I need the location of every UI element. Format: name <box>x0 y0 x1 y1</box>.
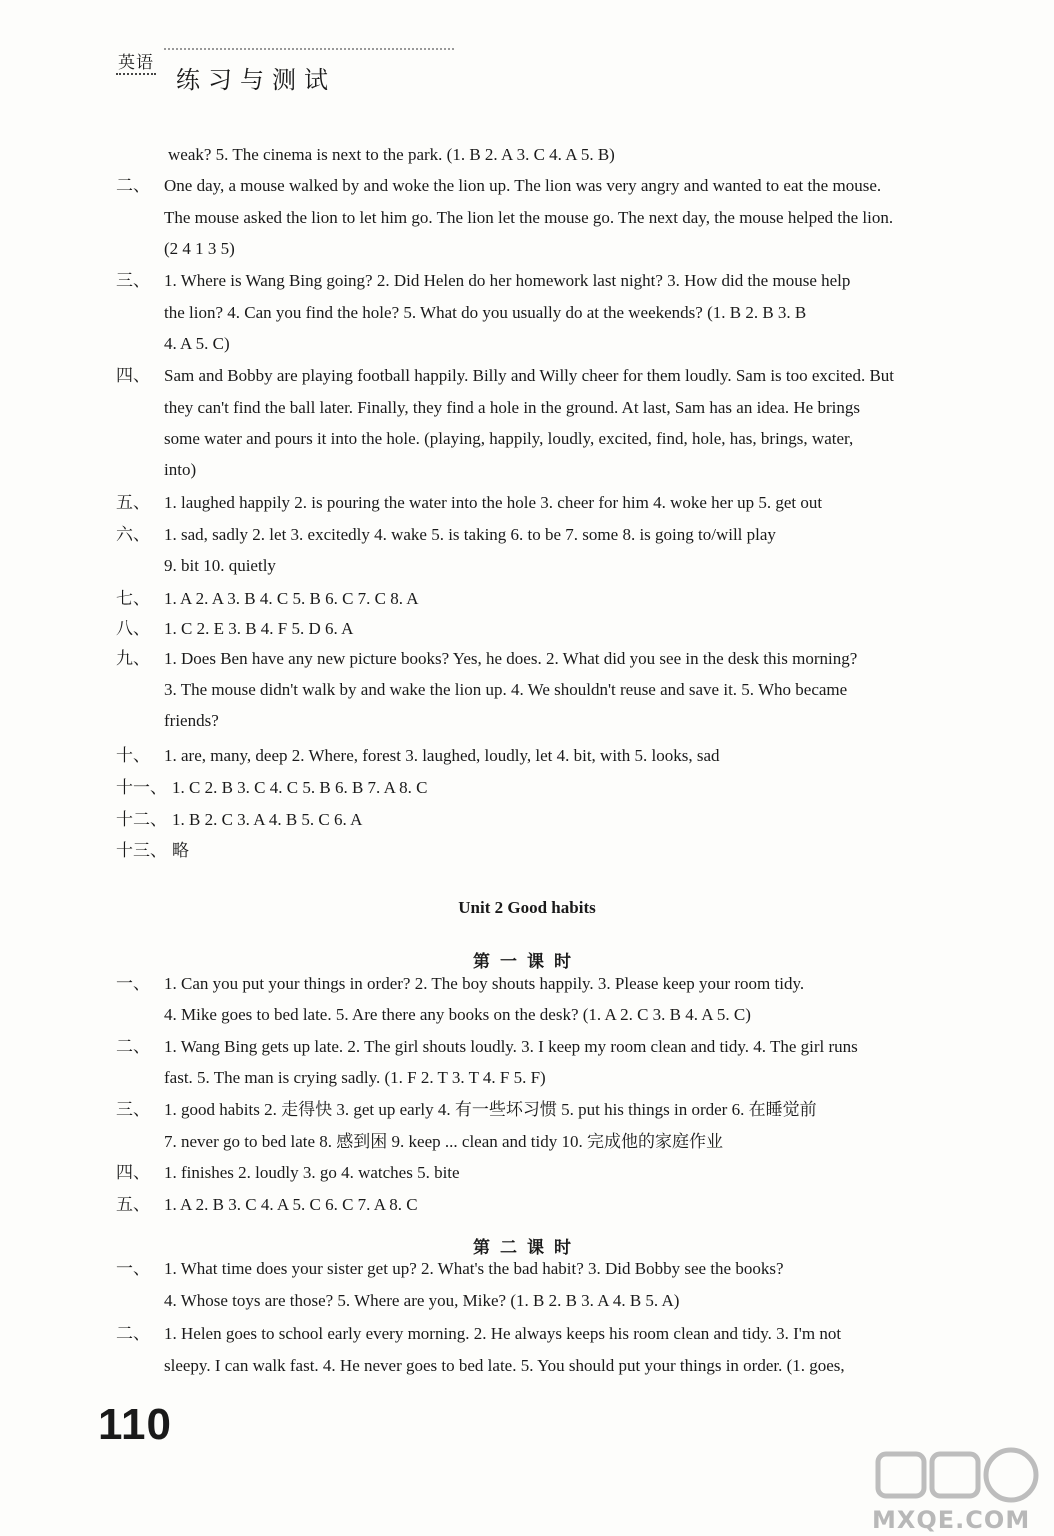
section-number: 十三、 <box>116 841 167 860</box>
section-number: 二、 <box>116 1324 150 1343</box>
section-number: 七、 <box>116 589 150 608</box>
section-number: 十、 <box>116 746 150 765</box>
answer-text: 1. finishes 2. loudly 3. go 4. watches 5. bite <box>164 1163 460 1182</box>
watermark-stamp-icon <box>872 1444 1042 1506</box>
page-number: 110 <box>98 1400 172 1449</box>
section-number: 三、 <box>116 1100 150 1119</box>
section-number: 八、 <box>116 619 150 638</box>
answer-text: 3. The mouse didn't walk by and wake the lion up. 4. We shouldn't reuse and save it. 5. Who became <box>164 680 848 699</box>
answer-text: 1. are, many, deep 2. Where, forest 3. laughed, loudly, let 4. bit, with 5. looks, sad <box>164 746 720 765</box>
watermark-logo <box>872 1444 1042 1534</box>
section-number: 五、 <box>116 1195 150 1214</box>
answer-text: sleepy. I can walk fast. 4. He never goes to bed late. 5. You should put your things in order. (1. goes, <box>164 1356 845 1375</box>
answer-text: the lion? 4. Can you find the hole? 5. What do you usually do at the weekends? (1. B 2. B 3. B <box>164 303 807 322</box>
section-number: 十一、 <box>116 778 167 797</box>
answer-text: 1. What time does your sister get up? 2. What's the bad habit? 3. Did Bobby see the books? <box>164 1259 784 1278</box>
lesson-title: 第二课时 <box>473 1238 581 1257</box>
answer-text: Sam and Bobby are playing football happily. Billy and Willy cheer for them loudly. Sam is too excited. But <box>164 366 895 385</box>
page-header <box>116 42 416 102</box>
section-number: 一、 <box>116 974 150 993</box>
answer-text: 1. Helen goes to school early every morning. 2. He always keeps his room clean and tidy. 3. I'm not <box>164 1324 842 1343</box>
section-number: 一、 <box>116 1259 150 1278</box>
book-title: 练习与测试 <box>176 68 336 94</box>
answer-text: 1. Where is Wang Bing going? 2. Did Helen do her homework last night? 3. How did the mouse help <box>164 271 851 290</box>
section-number: 三、 <box>116 271 150 290</box>
watermark-text: MXQE.COM <box>872 1506 1031 1534</box>
section-number: 五、 <box>116 493 150 512</box>
unit-title: Unit 2 Good habits <box>458 898 596 917</box>
answer-text: 1. C 2. E 3. B 4. F 5. D 6. A <box>164 619 354 638</box>
section-number: 四、 <box>116 366 150 385</box>
section-number: 二、 <box>116 176 150 195</box>
section-number: 二、 <box>116 1037 150 1056</box>
section-number: 四、 <box>116 1163 150 1182</box>
answer-text: 1. C 2. B 3. C 4. C 5. B 6. B 7. A 8. C <box>172 778 428 797</box>
answer-text: 7. never go to bed late 8. 感到困 9. keep ... clean and tidy 10. 完成他的家庭作业 <box>164 1132 723 1151</box>
answer-text: 1. A 2. A 3. B 4. C 5. B 6. C 7. C 8. A <box>164 589 419 608</box>
answer-text: 1. Wang Bing gets up late. 2. The girl shouts loudly. 3. I keep my room clean and tidy. 4. The girl runs <box>164 1037 858 1056</box>
section-number: 六、 <box>116 525 150 544</box>
answer-text: 1. laughed happily 2. is pouring the water into the hole 3. cheer for him 4. woke her up 5. get out <box>164 493 823 512</box>
answer-text: 4. Mike goes to bed late. 5. Are there any books on the desk? (1. A 2. C 3. B 4. A 5. C) <box>164 1005 751 1024</box>
answer-text: The mouse asked the lion to let him go. The lion let the mouse go. The next day, the mouse helped the lion. <box>164 208 894 227</box>
answer-text: 略 <box>172 841 189 860</box>
answer-text: 9. bit 10. quietly <box>164 556 276 575</box>
section-number: 九、 <box>116 649 150 668</box>
answer-text: weak? 5. The cinema is next to the park. (1. B 2. A 3. C 4. A 5. B) <box>168 145 615 164</box>
answer-text: 1. Does Ben have any new picture books? Yes, he does. 2. What did you see in the desk this morning? <box>164 649 858 668</box>
lesson-title: 第一课时 <box>473 952 581 971</box>
header-dotted-rule <box>164 48 454 50</box>
answer-text: friends? <box>164 711 219 730</box>
answer-text: 1. good habits 2. 走得快 3. get up early 4. 有一些坏习惯 5. put his things in order 6. 在睡觉前 <box>164 1100 817 1119</box>
answer-text: 4. Whose toys are those? 5. Where are you, Mike? (1. B 2. B 3. A 4. B 5. A) <box>164 1291 680 1310</box>
answer-text: some water and pours it into the hole. (playing, happily, loudly, excited, find, hole, has, brings, water, <box>164 429 854 448</box>
answer-text: they can't find the ball later. Finally, they find a hole in the ground. At last, Sam has an idea. He brings <box>164 398 860 417</box>
answer-text: 1. sad, sadly 2. let 3. excitedly 4. wake 5. is taking 6. to be 7. some 8. is going to/will play <box>164 525 776 544</box>
answer-text: 4. A 5. C) <box>164 334 230 353</box>
answer-text: fast. 5. The man is crying sadly. (1. F 2. T 3. T 4. F 5. F) <box>164 1068 546 1087</box>
answer-text: (2 4 1 3 5) <box>164 239 235 258</box>
answer-text: 1. Can you put your things in order? 2. The boy shouts happily. 3. Please keep your room tidy. <box>164 974 805 993</box>
answer-text: 1. A 2. B 3. C 4. A 5. C 6. C 7. A 8. C <box>164 1195 418 1214</box>
answer-text: One day, a mouse walked by and woke the lion up. The lion was very angry and wanted to eat the mouse. <box>164 176 882 195</box>
subject-label: 英语 <box>116 48 156 75</box>
section-number: 十二、 <box>116 810 167 829</box>
answer-text: into) <box>164 460 197 479</box>
answer-text: 1. B 2. C 3. A 4. B 5. C 6. A <box>172 810 363 829</box>
